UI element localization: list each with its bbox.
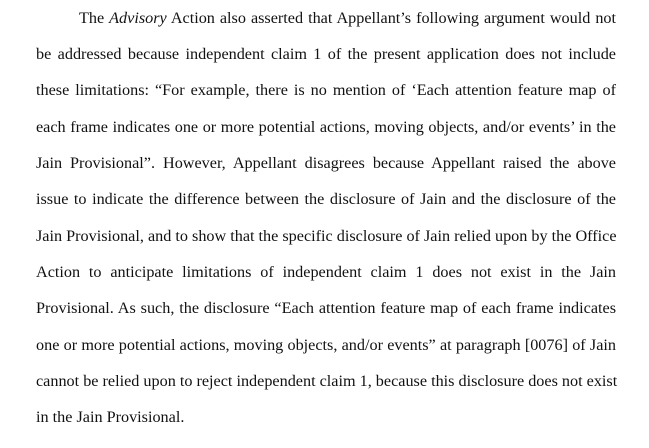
paragraph-line-10: one or more potential actions, moving objects, and/or events” at paragraph [0076] of Jain: [36, 336, 616, 354]
paragraph-line-8: Action to anticipate limitations of independent claim 1 does not exist in the Jain: [36, 263, 616, 281]
paragraph-line-1: [79, 8, 616, 28]
paragraph-line-4: each frame indicates one or more potential actions, moving objects, and/or events’ in the: [36, 118, 616, 136]
paragraph-line-7: Jain Provisional, and to show that the specific disclosure of Jain relied upon by the Office: [36, 227, 617, 245]
paragraph-line-3: these limitations: “For example, there is no mention of ‘Each attention feature map of: [36, 81, 616, 99]
paragraph-line-11: cannot be relied upon to reject independent claim 1, because this disclosure does not exist: [36, 372, 618, 390]
paragraph-line-5: Jain Provisional”. However, Appellant disagrees because Appellant raised the above: [36, 154, 616, 172]
line-1-lead-text: The: [79, 9, 110, 27]
line-1-rest-text: Action also asserted that Appellant’s following argument would not: [166, 9, 616, 27]
advisory-italic-word: Advisory: [109, 9, 167, 27]
paragraph-line-12: in the Jain Provisional.: [36, 408, 185, 426]
paragraph-line-9: Provisional. As such, the disclosure “Each attention feature map of each frame indicates: [36, 299, 616, 317]
paragraph-line-6: issue to indicate the difference between the disclosure of Jain and the disclosure of the: [36, 190, 616, 208]
paragraph-line-2: be addressed because independent claim 1 of the present application does not include: [36, 45, 616, 63]
